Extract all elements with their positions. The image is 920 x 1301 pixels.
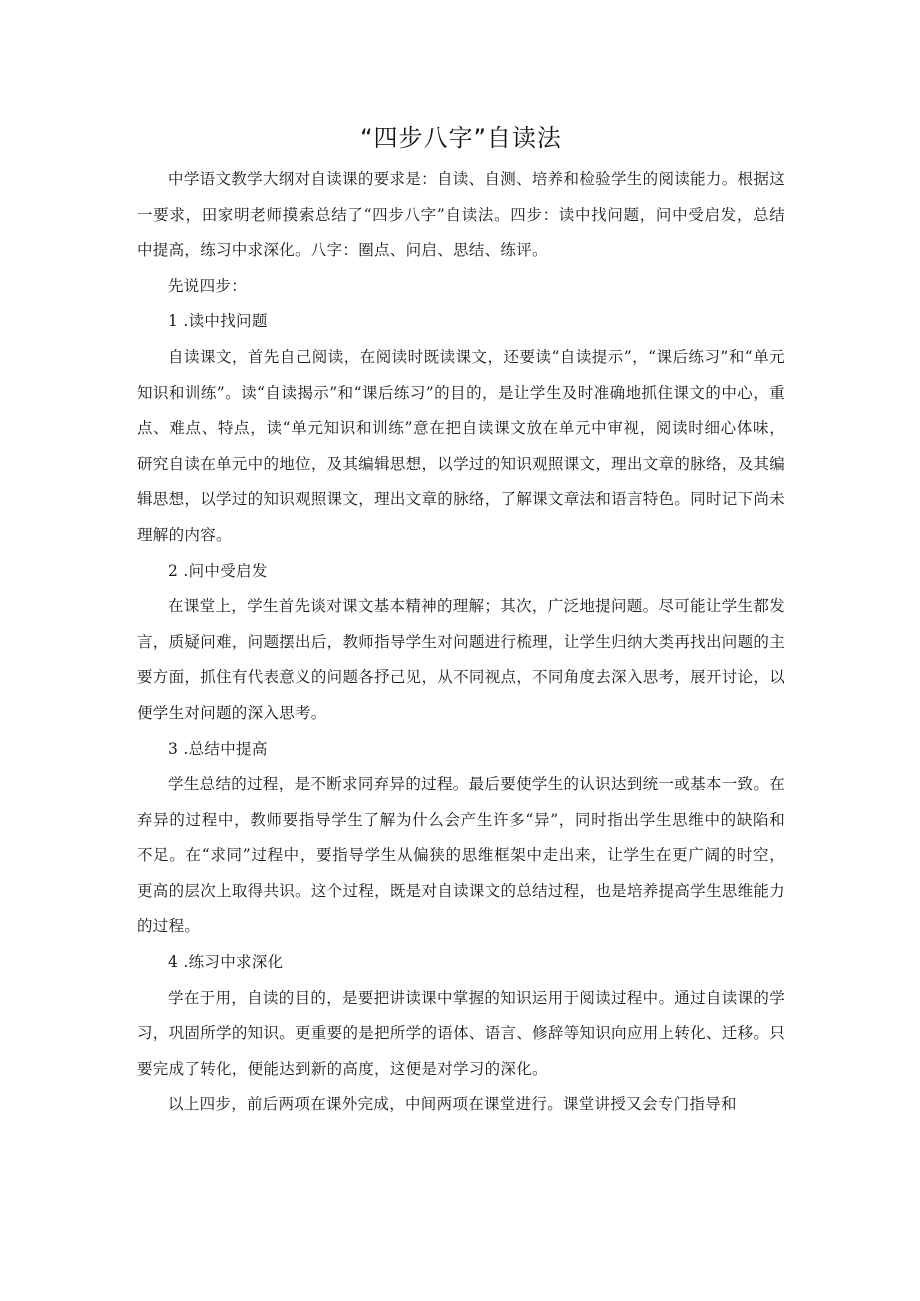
step-3-body: 学生总结的过程，是不断求同弃异的过程。最后要使学生的认识达到统一或基本一致。在弃异的过程中，教师要指导学生了解为什么会产生许多“异”，同时指出学生思维中的缺陷和不足。在“求同”过程中，要指导学生从偏狭的思维框架中走出来，让学生在更广阔的时空，更高的层次上取得共识。这个过程，既是对自读课文的总结过程，也是培养提高学生思维能力的过程。	[137, 775, 785, 936]
step-1-heading: 1 .读中找问题	[168, 312, 268, 331]
step-4-body: 学在于用，自读的目的，是要把讲读课中掌握的知识运用于阅读过程中。通过自读课的学习，巩固所学的知识。更重要的是把所学的语体、语言、修辞等知识向应用上转化、迁移。只要完成了转化，便能达到新的高度，这便是对学习的深化。	[137, 988, 785, 1078]
step-3-heading: 3 .总结中提高	[168, 739, 268, 758]
step-4-heading: 4 .练习中求深化	[168, 953, 284, 972]
step-2-body: 在课堂上，学生首先谈对课文基本精神的理解；其次，广泛地提问题。尽可能让学生都发言，质疑问难，问题摆出后，教师指导学生对问题进行梳理，让学生归纳大类再找出问题的主要方面，抓住有代表意义的问题各抒己见，从不同视点，不同角度去深入思考，展开讨论，以便学生对问题的深入思考。	[137, 597, 785, 722]
step-2-heading: 2 .问中受启发	[168, 561, 268, 580]
step-1-body: 自读课文，首先自己阅读，在阅读时既读课文，还要读“自读提示”，“课后练习”和“单元知识和训练”。读“自读揭示”和“课后练习”的目的，是让学生及时准确地抓住课文的中心，重点、难点、特点，读“单元知识和训练”意在把自读课文放在单元中审视，阅读时细心体味，研究自读在单元中的地位，及其编辑思想，以学过的知识观照课文，理出文章的脉络，及其编辑思想，以学过的知识观照课文，理出文章的脉络，了解课文章法和语言特色。同时记下尚未理解的内容。	[137, 347, 785, 544]
intro-paragraph: 中学语文教学大纲对自读课的要求是：自读、自测、培养和检验学生的阅读能力。根据这一要求，田家明老师摸索总结了“四步八字”自读法。四步：读中找问题，问中受启发，总结中提高，练习中求深化。八字：圈点、问启、思结、练评。	[137, 170, 785, 260]
document-title: “四步八字”自读法	[360, 124, 562, 152]
closing-paragraph: 以上四步，前后两项在课外完成，中间两项在课堂进行。课堂讲授又会专门指导和	[168, 1095, 737, 1114]
lead-paragraph: 先说四步：	[168, 276, 248, 295]
